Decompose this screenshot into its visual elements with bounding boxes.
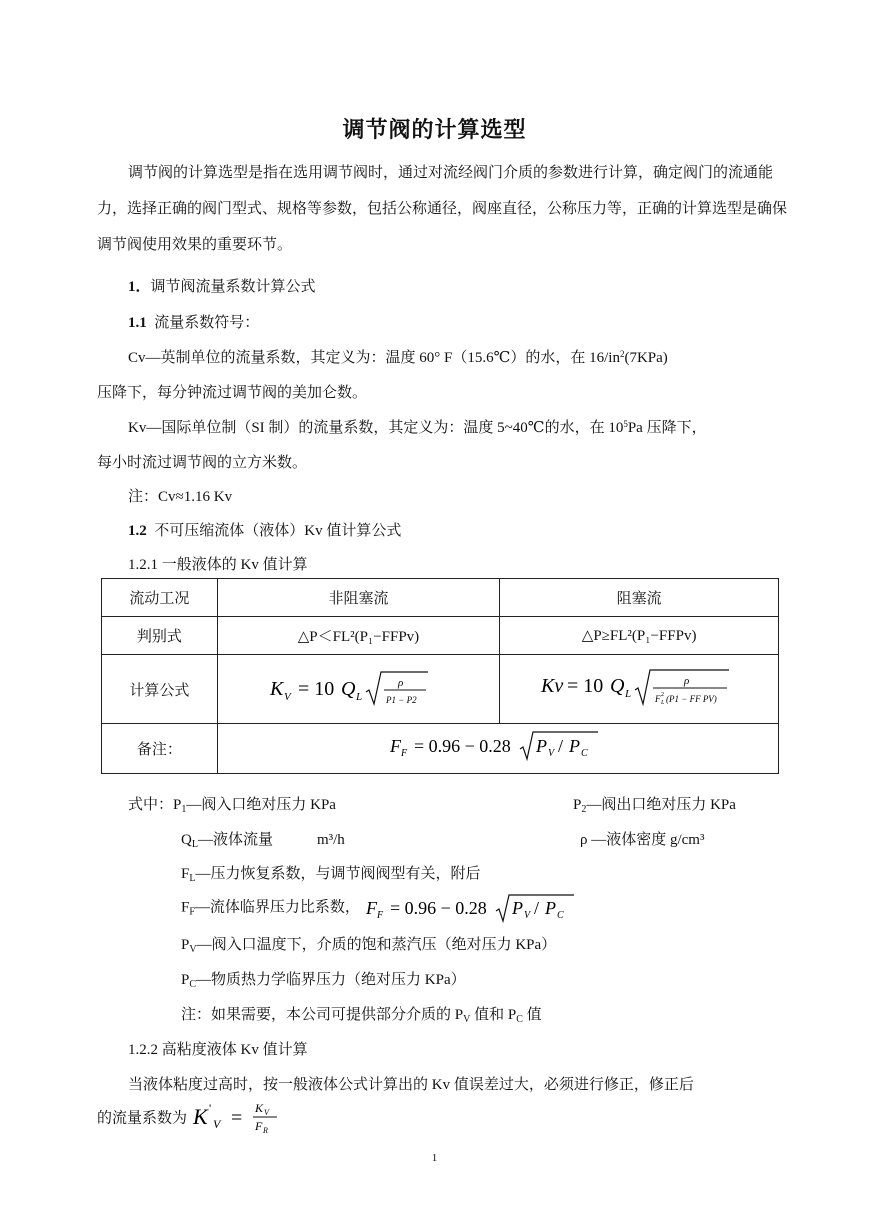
formula-choked <box>500 655 779 724</box>
svg-text:R: R <box>262 1126 268 1135</box>
svg-text:= 0.96 − 0.28: = 0.96 − 0.28 <box>389 898 487 918</box>
table-row <box>102 579 779 617</box>
svg-text:=: = <box>230 1107 243 1129</box>
section-1-heading: 1．调节阀流量系数计算公式 <box>128 279 316 295</box>
kv-definition-line-1: Kv—国际单位制（SI 制）的流量系数，其定义为：温度 5~40℃的水，在 $10^5Pa$ 压降下， <box>128 419 707 436</box>
svg-text:Q: Q <box>610 674 625 697</box>
symbol-p2: $P_2—$阀出口绝对压力 KPa <box>573 797 736 815</box>
table-row <box>102 724 779 774</box>
row-label-remark: 备注： <box>102 724 218 774</box>
header-choked: 阻塞流 <box>500 579 779 617</box>
section-1-2-1-heading: 1.2.1 一般液体的 Kv 值计算 <box>128 557 308 573</box>
svg-text:P: P <box>511 898 523 918</box>
viscous-paragraph-line-1: 当液体粘度过高时，按一般液体公式计算出的 Kv 值误差过大，必须进行修正，修正后 <box>128 1077 694 1093</box>
svg-text:F: F <box>365 898 377 918</box>
symbol-ff: $F_F—$流体临界压力比系数， F F = 0.96 − 0.28 P V / P C <box>181 892 579 924</box>
svg-text:= 0.96 − 0.28: = 0.96 − 0.28 <box>413 736 511 756</box>
viscous-paragraph-line-2: 的流量系数为 K ' V = K V F R <box>97 1098 291 1136</box>
svg-text:V: V <box>263 1108 269 1117</box>
svg-text:V: V <box>523 910 530 921</box>
svg-text:V: V <box>547 748 554 759</box>
kv-choked-formula-graphic <box>539 662 739 712</box>
row-label-formula: 计算公式 <box>102 655 218 724</box>
ff-inline-formula-graphic <box>364 892 579 924</box>
row-label-criterion: 判别式 <box>102 617 218 655</box>
corrected-kv-formula-graphic <box>191 1098 291 1136</box>
svg-text:= 10: = 10 <box>298 677 335 700</box>
svg-text:L: L <box>661 699 665 706</box>
svg-text:P1 − P2: P1 − P2 <box>386 694 418 705</box>
symbol-ql: $Q_L—$液体流量 m³/h <box>181 832 345 850</box>
svg-text:2: 2 <box>661 691 665 698</box>
table-row <box>102 617 779 655</box>
cv-definition-line-1: Cv—英制单位的流量系数，其定义为：温度 60° F（15.6℃）的水，在 $16/in^2(7KPa)$ <box>128 349 668 366</box>
symbol-fl: $F_L—$压力恢复系数，与调节阀阀型有关，附后 <box>181 866 481 884</box>
svg-text:V: V <box>284 690 292 703</box>
svg-text:C: C <box>580 748 588 759</box>
cv-kv-note: 注：Cv≈1.16 Kv <box>128 489 233 505</box>
symbol-rho: ρ —液体密度 g/cm³ <box>580 832 705 848</box>
pv-pc-note: 注：如果需要，本公司可提供部分介质的 $P_V$ 值和 $P_C$ 值 <box>181 1007 542 1025</box>
intro-paragraph: 调节阀的计算选型是指在选用调节阀时，通过对流经阀门介质的参数进行计算，确定阀门的流通能力，选择正确的阀门型式、规格等参数，包括公称通径，阀座直径，公称压力等，正确的计算选型是确保调节阀使用效果的重要环节。 <box>97 165 788 253</box>
svg-text:K: K <box>270 677 284 700</box>
symbol-pv: $P_V—$阀入口温度下，介质的饱和蒸汽压（绝对压力 KPa） <box>181 937 557 955</box>
section-1-2-2-heading: 1.2.2 高粘度液体 Kv 值计算 <box>128 1042 308 1058</box>
svg-text:F: F <box>254 1119 263 1133</box>
symbol-p1: 式中：$P_1—$阀入口绝对压力 KPa <box>128 797 336 815</box>
page-title: 调节阀的计算选型 <box>342 117 527 142</box>
svg-text:C: C <box>556 910 564 921</box>
kv-calculation-table <box>101 578 779 774</box>
symbol-pc: $P_C—$物质热力学临界压力（绝对压力 KPa） <box>181 972 466 990</box>
svg-text:L: L <box>625 687 632 700</box>
svg-text:Kv: Kv <box>541 674 564 697</box>
svg-text:F: F <box>376 910 383 921</box>
kv-non-choked-formula-graphic <box>268 662 448 712</box>
svg-text:ρ: ρ <box>398 676 404 689</box>
svg-text:ρ: ρ <box>684 674 690 687</box>
svg-text:F: F <box>400 748 407 759</box>
svg-text:(P1 − FF PV): (P1 − FF PV) <box>666 693 717 704</box>
svg-text:': ' <box>208 1101 211 1115</box>
svg-text:P: P <box>568 736 580 756</box>
svg-text:/: / <box>557 736 563 756</box>
formula-non-choked <box>217 655 500 724</box>
header-non-choked: 非阻塞流 <box>217 579 500 617</box>
svg-text:/: / <box>533 898 539 918</box>
page-number: 1 <box>431 1152 438 1164</box>
svg-text:V: V <box>212 1117 221 1131</box>
svg-text:P: P <box>535 736 547 756</box>
svg-text:Q: Q <box>341 677 356 700</box>
remark-ff-formula <box>217 724 778 774</box>
svg-text:K: K <box>254 1101 263 1115</box>
section-1-2-heading: 1.2 不可压缩流体（液体）Kv 值计算公式 <box>128 523 402 539</box>
svg-text:P: P <box>544 898 556 918</box>
svg-text:L: L <box>356 690 363 703</box>
ff-formula-graphic <box>388 728 608 764</box>
cv-definition-line-2: 压降下，每分钟流过调节阀的美加仑数。 <box>97 385 368 401</box>
kv-definition-line-2: 每小时流过调节阀的立方米数。 <box>97 455 308 471</box>
section-1-1-heading: 1.1 流量系数符号： <box>128 315 260 331</box>
header-flow-condition: 流动工况 <box>102 579 218 617</box>
svg-text:= 10: = 10 <box>567 674 604 697</box>
svg-text:K: K <box>192 1104 208 1129</box>
criterion-choked: △P≥FL²(P₁−FFPv) <box>500 617 779 655</box>
svg-text:F: F <box>389 736 401 756</box>
svg-text:F: F <box>655 693 661 704</box>
criterion-non-choked: △P＜FL²(P₁−FFPv) <box>217 617 500 655</box>
table-row <box>102 655 779 724</box>
